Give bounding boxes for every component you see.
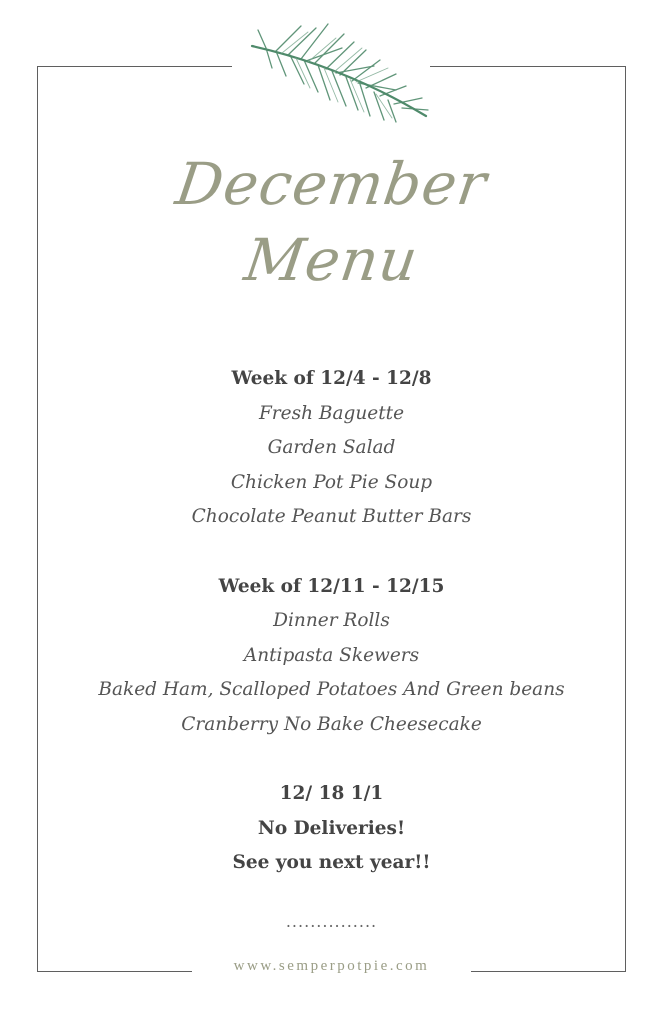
menu-content [0, 362, 663, 881]
menu-title-line1: December [171, 150, 492, 218]
notice-no-deliveries: No Deliveries! [257, 817, 406, 839]
spacer [0, 743, 663, 778]
menu-item: Chocolate Peanut Butter Bars [191, 506, 472, 528]
menu-item: Fresh Baguette [258, 402, 405, 424]
notice-see-you: See you next year!! [232, 852, 431, 874]
menu-title-line2: Menu [240, 226, 423, 294]
pine-sprig-icon [246, 18, 436, 124]
spacer [0, 535, 663, 570]
frame-top-right [430, 66, 626, 67]
menu-item: Cranberry No Bake Cheesecake [181, 713, 482, 735]
frame-top-left [37, 66, 232, 67]
menu-item: Baked Ham, Scalloped Potatoes And Green beans [98, 679, 565, 701]
menu-item: Garden Salad [267, 437, 396, 459]
menu-item: Dinner Rolls [273, 610, 390, 632]
menu-item: Chicken Pot Pie Soup [230, 471, 433, 493]
notice-dates: 12/ 18 1/1 [279, 783, 384, 805]
week-heading: Week of 12/11 - 12/15 [218, 575, 445, 597]
website-link[interactable]: www.semperpotpie.com [233, 958, 430, 974]
menu-item: Antipasta Skewers [243, 644, 420, 666]
week-heading: Week of 12/4 - 12/8 [231, 368, 432, 389]
dotted-divider: ............... [285, 912, 378, 931]
